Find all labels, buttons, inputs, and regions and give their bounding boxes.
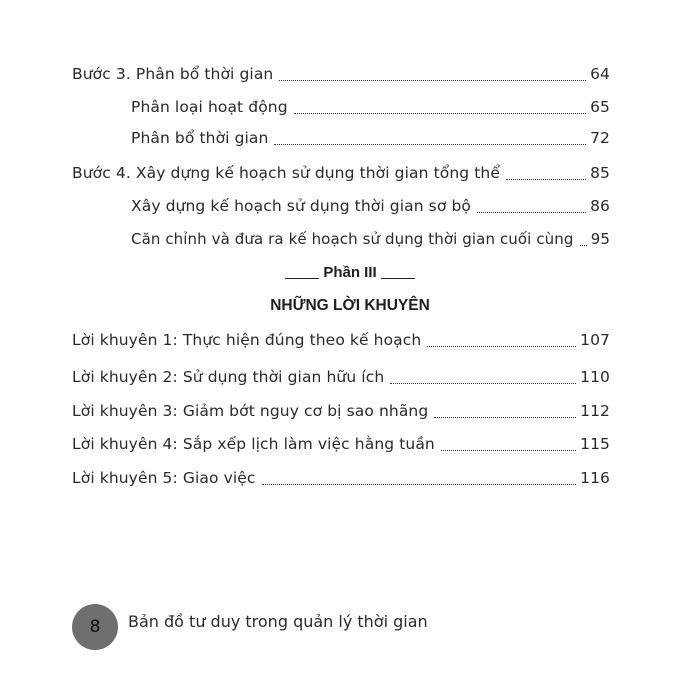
toc-entry-page: 115 xyxy=(580,435,610,453)
toc-entry-page: 95 xyxy=(590,230,610,248)
toc-entry-tip-3 xyxy=(72,400,610,422)
toc-leader-dots xyxy=(294,113,586,114)
part-label-rule-left xyxy=(285,278,319,279)
toc-entry-page: 86 xyxy=(590,197,610,215)
toc-entry-final-plan xyxy=(131,228,610,250)
toc-leader-dots xyxy=(477,212,586,213)
toc-entry-tip-2 xyxy=(72,366,610,388)
toc-leader-dots xyxy=(262,484,577,485)
toc-entry-label: Bước 3. Phân bổ thời gian xyxy=(72,65,274,83)
toc-entry-label: Phân loại hoạt động xyxy=(131,98,288,116)
toc-leader-dots xyxy=(427,346,576,347)
toc-leader-dots xyxy=(279,80,586,81)
toc-entry-label: Bước 4. Xây dựng kế hoạch sử dụng thời gian tổng thể xyxy=(72,164,500,182)
toc-entry-page: 107 xyxy=(580,331,610,349)
part-label: Phần III xyxy=(323,264,377,281)
toc-entry-page: 64 xyxy=(590,65,610,83)
toc-leader-dots xyxy=(441,450,576,451)
part-label-heading xyxy=(0,264,700,281)
part-label-rule-right xyxy=(381,278,415,279)
toc-entry-step-4 xyxy=(72,162,610,184)
page-number-badge xyxy=(72,604,118,650)
page-number: 8 xyxy=(89,617,101,637)
toc-entry-page: 85 xyxy=(590,164,610,182)
toc-entry-label: Phân bổ thời gian xyxy=(131,129,269,147)
toc-entry-tip-4 xyxy=(72,433,610,455)
toc-entry-activity-classification xyxy=(131,96,610,118)
toc-entry-label: Xây dựng kế hoạch sử dụng thời gian sơ bộ xyxy=(131,197,471,215)
toc-entry-page: 65 xyxy=(590,98,610,116)
toc-entry-tip-1 xyxy=(72,329,610,351)
toc-entry-label: Căn chỉnh và đưa ra kế hoạch sử dụng thời gian cuối cùng xyxy=(131,230,574,248)
toc-entry-label: Lời khuyên 3: Giảm bớt nguy cơ bị sao nhãng xyxy=(72,402,429,420)
toc-leader-dots xyxy=(274,144,586,145)
toc-leader-dots xyxy=(434,417,576,418)
part-title: NHỮNG LỜI KHUYÊN xyxy=(270,297,430,314)
toc-entry-page: 112 xyxy=(580,402,610,420)
toc-entry-step-3 xyxy=(72,63,610,85)
toc-entry-time-allocation xyxy=(131,127,610,149)
running-footer-title: Bản đồ tư duy trong quản lý thời gian xyxy=(128,612,428,631)
toc-leader-dots xyxy=(390,383,576,384)
toc-entry-tip-5 xyxy=(72,467,610,489)
toc-entry-label: Lời khuyên 1: Thực hiện đúng theo kế hoạch xyxy=(72,331,422,349)
toc-leader-dots xyxy=(506,179,586,180)
toc-entry-preliminary-plan xyxy=(131,195,610,217)
toc-entry-label: Lời khuyên 5: Giao việc xyxy=(72,469,256,487)
toc-entry-label: Lời khuyên 4: Sắp xếp lịch làm việc hằng tuần xyxy=(72,435,435,453)
toc-leader-dots xyxy=(580,245,587,246)
toc-entry-label: Lời khuyên 2: Sử dụng thời gian hữu ích xyxy=(72,368,385,386)
toc-entry-page: 116 xyxy=(580,469,610,487)
toc-entry-page: 72 xyxy=(590,129,610,147)
toc-entry-page: 110 xyxy=(580,368,610,386)
